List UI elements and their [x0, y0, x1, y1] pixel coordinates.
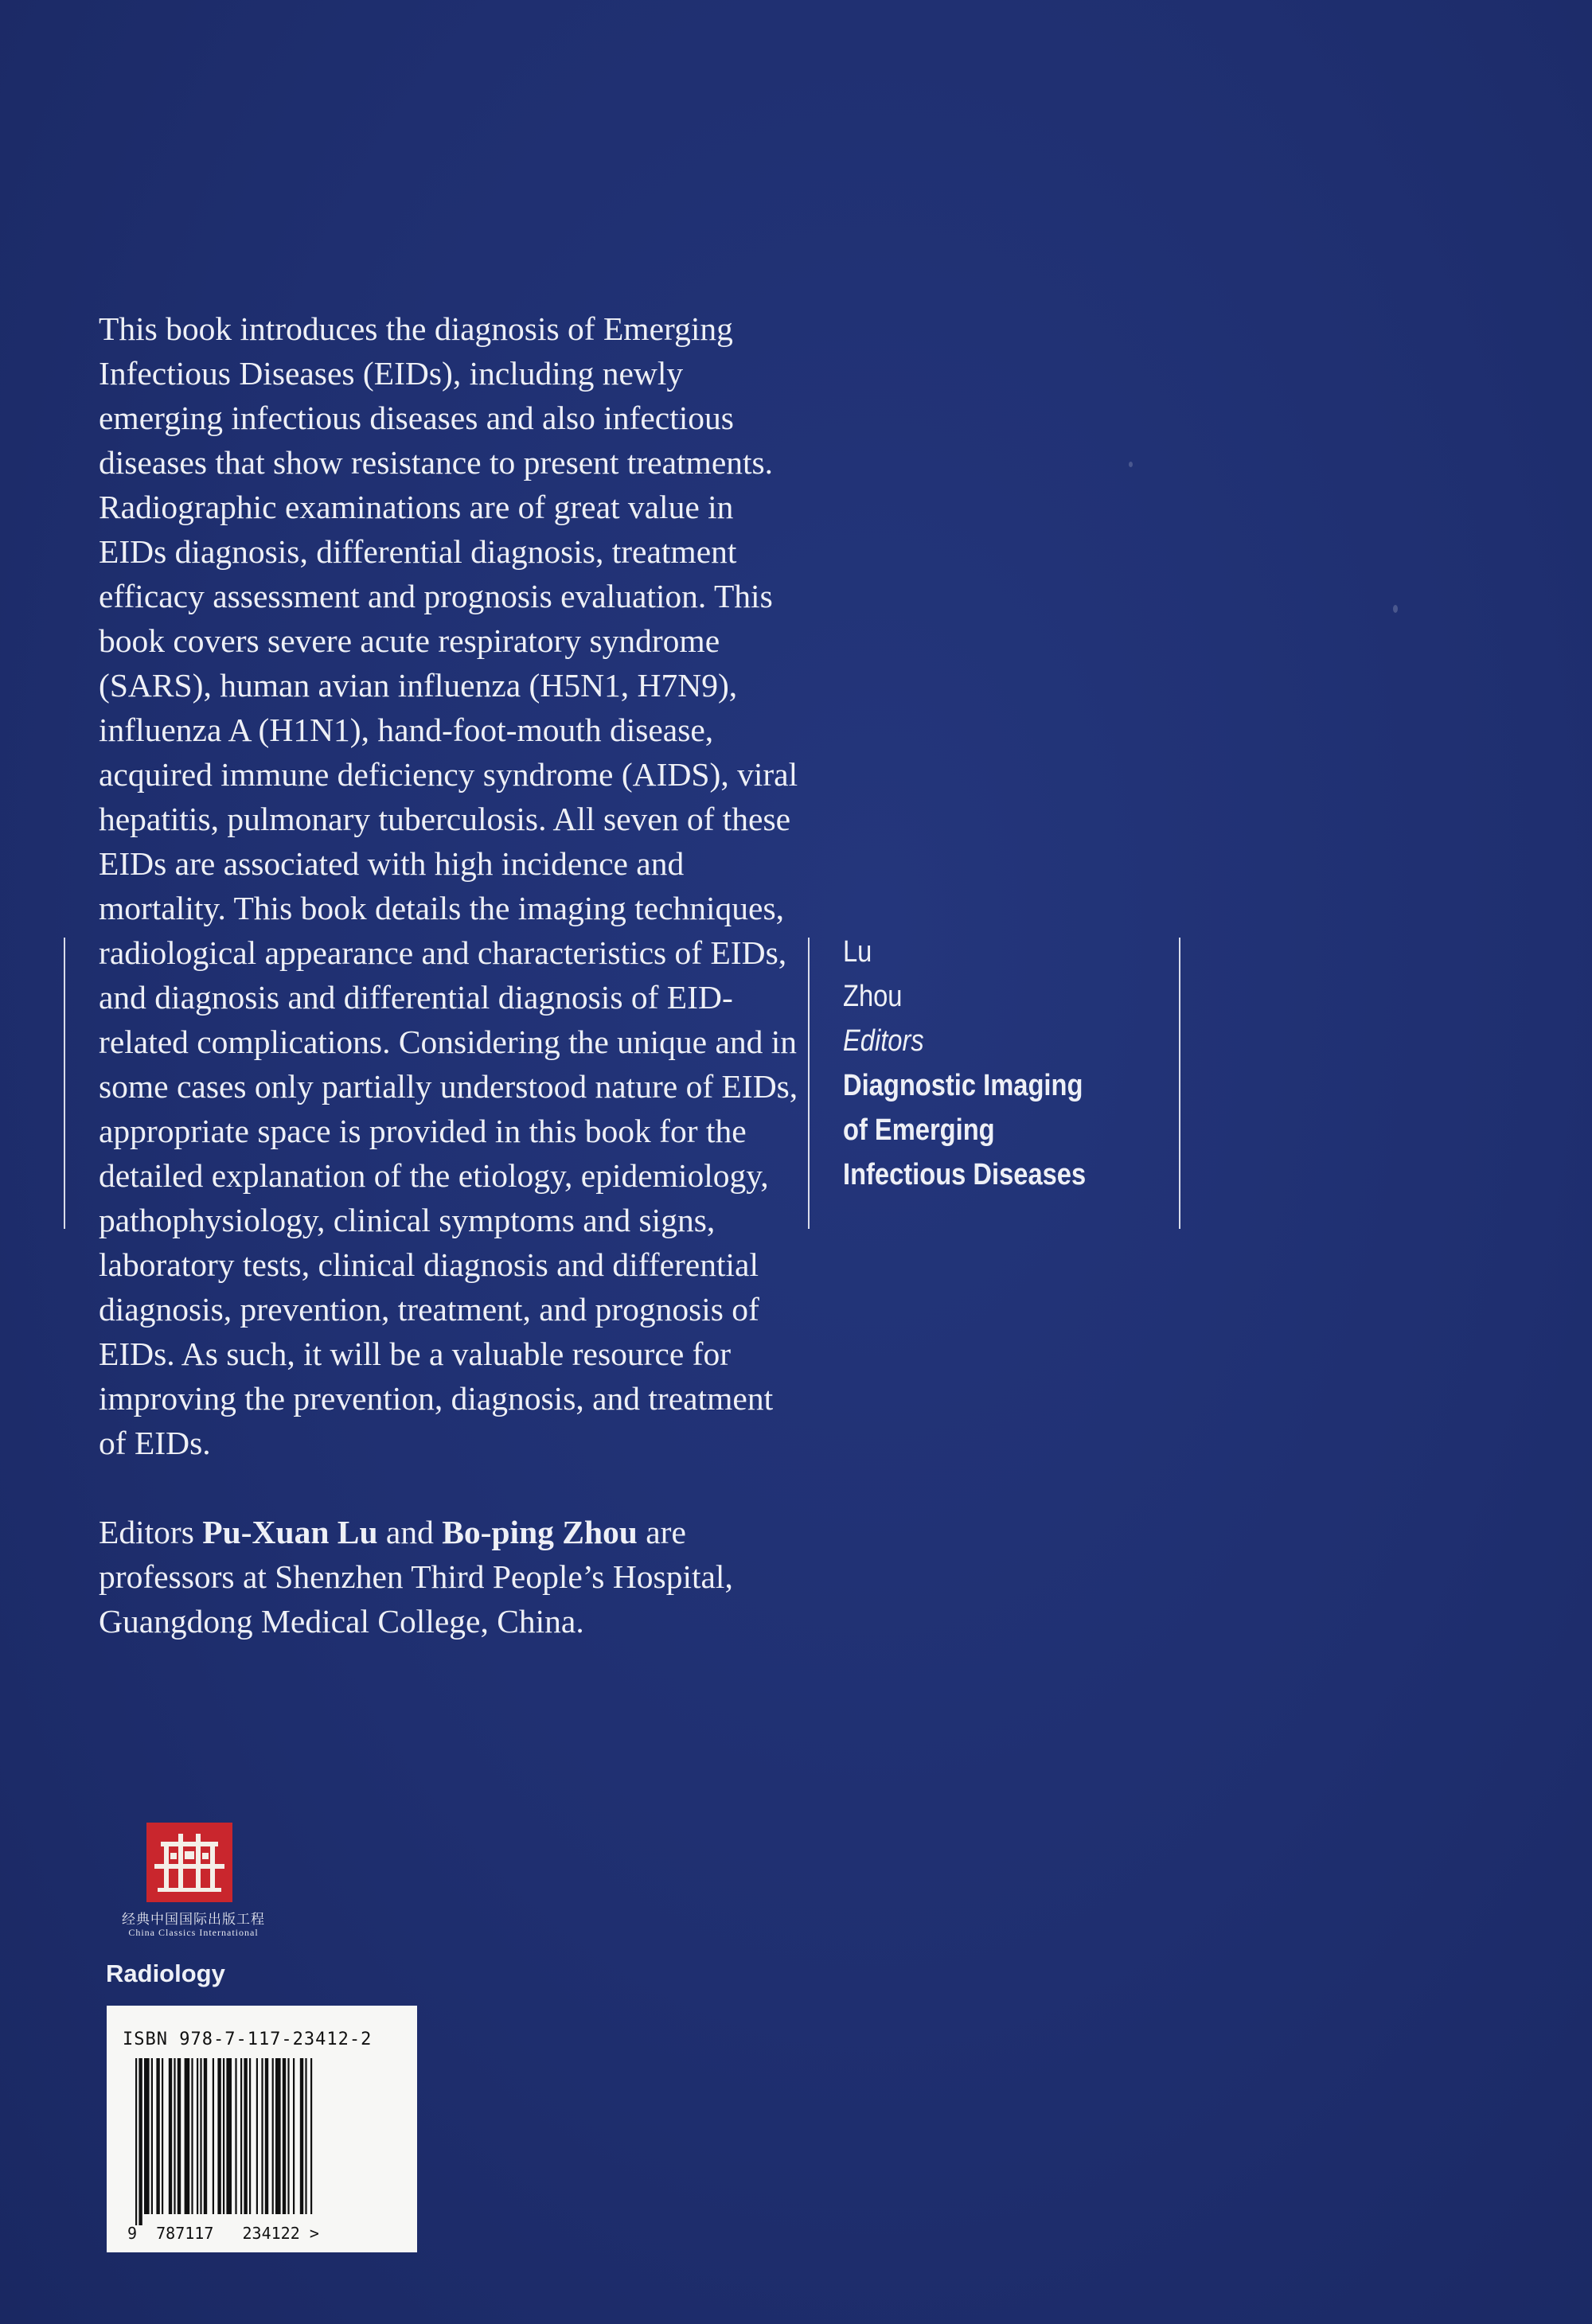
barcode-bar	[162, 2058, 163, 2214]
barcode-bar	[217, 2058, 220, 2214]
barcode-bar	[244, 2058, 247, 2214]
barcode-digits-right: 234122	[242, 2224, 300, 2243]
barcode-bar	[240, 2058, 242, 2214]
barcode-bar	[275, 2058, 281, 2214]
barcode-digit-end: >	[309, 2224, 319, 2243]
barcode-bar	[305, 2058, 306, 2214]
divider-line-right	[1179, 938, 1180, 1229]
barcode-bar	[169, 2058, 172, 2214]
barcode-bar	[235, 2058, 236, 2214]
barcode-bar	[178, 2058, 181, 2214]
editors-paragraph	[99, 1510, 799, 1644]
book-title-line-3: Infectious Diseases	[843, 1158, 1087, 1191]
barcode-bar	[310, 2058, 312, 2214]
barcode-bar	[261, 2058, 263, 2214]
book-title-line-2: of Emerging	[843, 1113, 995, 1147]
editor-name-2: Bo-ping Zhou	[442, 1514, 638, 1550]
barcode-bar	[283, 2058, 286, 2214]
barcode-digit-lead: 9	[127, 2224, 138, 2243]
author-name-1: Lu	[843, 935, 872, 969]
barcode-digits-left: 787117	[156, 2224, 214, 2243]
editors-prefix: Editors	[99, 1514, 203, 1550]
barcode-bar	[293, 2058, 295, 2214]
barcode-bar	[226, 2058, 232, 2214]
barcode-bar	[213, 2058, 214, 2214]
barcode-bar	[200, 2058, 201, 2214]
barcode-bar	[272, 2058, 274, 2214]
barcode-bar	[287, 2058, 289, 2214]
editors-and: and	[377, 1514, 443, 1550]
barcode-bar	[265, 2058, 268, 2214]
divider-line-left	[64, 938, 65, 1229]
barcode-bar	[204, 2058, 207, 2214]
barcode-bar	[135, 2058, 137, 2225]
logo-chinese-text: 经典中国国际出版工程	[122, 1912, 265, 1928]
author-name-2: Zhou	[843, 980, 903, 1013]
barcode-bar	[197, 2058, 198, 2214]
logo-english-text: China Classics International	[128, 1927, 259, 1938]
barcode-bar	[191, 2058, 193, 2214]
barcode-icon	[127, 2058, 406, 2225]
book-title-line-1: Diagnostic Imaging	[843, 1069, 1083, 1102]
description-blurb	[99, 306, 799, 1644]
isbn-barcode-panel	[107, 2006, 417, 2252]
cover-scuff	[1393, 605, 1398, 613]
barcode-bar	[223, 2058, 224, 2214]
divider-line-middle	[808, 938, 810, 1229]
isbn-number: ISBN 978-7-117-23412-2	[123, 2030, 373, 2049]
editor-name-1: Pu-Xuan Lu	[202, 1514, 378, 1550]
barcode-bar	[139, 2058, 142, 2225]
description-paragraph: This book introduces the diagnosis of Emerging Infectious Diseases (EIDs), including newly emerging infectious diseases and also infectious diseases that show resistance to present treatments. Radiographic examinations are of great value in EIDs diagnosis, differential diagnosis, treatment efficacy assessment and prognosis evaluation. This book covers severe acute respiratory syndrome (SARS), human avian influenza (H5N1, H7N9), influenza A (H1N1), hand-foot-mouth disease, acquired immune deficiency syndrome (AIDS), viral hepatitis, pulmonary tuberculosis. All seven of these EIDs are associated with high incidence and mortality. This book details the imaging techniques, radiological appearance and characteristics of EIDs, and diagnosis and differential diagnosis of EID-related complications. Considering the unique and in some cases only partially understood nature of EIDs, appropriate space is provided in this book for the detailed explanation of the etiology, epidemiology, pathophysiology, clinical symptoms and signs, laboratory tests, clinical diagnosis and differential diagnosis, prevention, treatment, and prognosis of EIDs. As such, it will be a valuable resource for improving the prevention, diagnosis, and treatment of EIDs.	[99, 310, 798, 1461]
china-classics-logo-icon	[146, 1823, 232, 1902]
subject-category: Radiology	[106, 1959, 225, 1987]
cover-scuff	[1129, 462, 1133, 467]
editors-role: Editors	[843, 1024, 924, 1058]
barcode-bar	[174, 2058, 175, 2214]
barcode-bar	[256, 2058, 258, 2214]
editors-suffix: are professors at Shenzhen Third People’s Hospital, Guangdong Medical College, China.	[99, 1514, 733, 1640]
barcode-bar	[185, 2058, 190, 2214]
barcode-digits	[127, 2224, 414, 2243]
title-block	[843, 930, 1103, 1197]
barcode-bar	[151, 2058, 153, 2214]
barcode-bar	[156, 2058, 159, 2214]
barcode-bar	[249, 2058, 251, 2214]
barcode-bar	[300, 2058, 303, 2214]
barcode-bar	[144, 2058, 150, 2214]
